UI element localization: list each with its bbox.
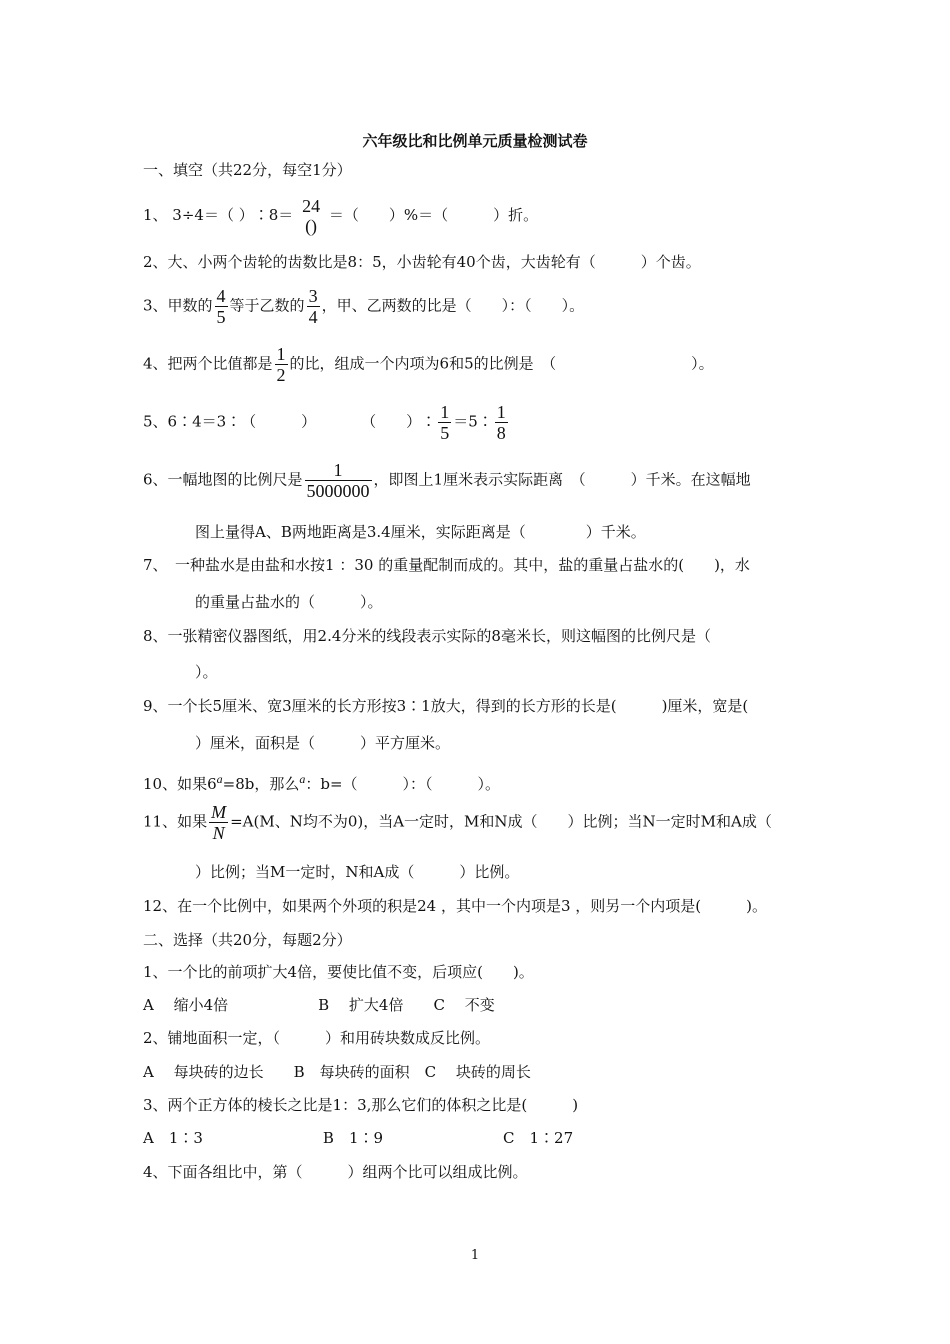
choice-question-4: 4、下面各组比中，第（ ）组两个比可以组成比例。: [143, 1163, 528, 1181]
choice-question-3-options: A 1∶3 B 1∶9 C 1∶27: [143, 1129, 574, 1147]
q1-fraction-numerator: 24: [302, 196, 321, 216]
question-12: 12、在一个比例中，如果两个外项的积是24 ，其中一个内项是3 ，则另一个内项是( )。: [143, 897, 767, 915]
q4-fraction-numerator: 1: [276, 344, 286, 364]
q10-text-b: =8b，那么: [222, 775, 300, 793]
question-8-continued: ）。: [195, 663, 218, 681]
q10-variable-a: a: [216, 772, 223, 786]
question-5: [143, 402, 510, 443]
q10-text-c: ：b=（ ）：（ ）。: [305, 775, 501, 793]
q3-fraction-1-numerator: 4: [216, 286, 226, 306]
q4-text-b: 的比，组成一个内项为6和5的比例是 （ ）。: [289, 354, 714, 373]
q3-text-a: 3、甲数的: [143, 296, 213, 315]
question-6-continued: 图上量得A、B两地距离是3.4厘米，实际距离是（ ）千米。: [195, 523, 646, 541]
q4-text-a: 4、把两个比值都是: [143, 354, 273, 373]
q6-text-b: ，即图上1厘米表示实际距离 （ ）千米。在这幅地: [373, 470, 751, 489]
question-10: [143, 769, 500, 794]
q6-fraction-denominator: 5000000: [306, 481, 370, 501]
question-11-continued: ）比例；当M一定时，N和A成（ ）比例。: [195, 863, 520, 881]
question-7: 7、 一种盐水是由盐和水按1 ：30 的重量配制而成的。其中，盐的重量占盐水的( )，水: [143, 556, 750, 574]
page-title: 六年级比和比例单元质量检测试卷: [362, 132, 588, 150]
q10-variable-a-2: a: [299, 772, 306, 786]
section-choice-heading: 二、选择（共20分，每题2分）: [143, 931, 352, 949]
q5-fraction-1-numerator: 1: [440, 402, 450, 422]
choice-question-2: 2、铺地面积一定，（ ）和用砖块数成反比例。: [143, 1029, 491, 1047]
question-4: [143, 344, 714, 385]
q5-fraction-2-denominator: 8: [496, 423, 506, 443]
q1-text-b: ＝（ ）%＝（ ）折。: [328, 206, 539, 224]
choice-question-1-options: A 缩小4倍 B 扩大4倍 C 不变: [143, 996, 495, 1014]
q6-scale-fraction: [305, 460, 372, 501]
question-1: [143, 196, 538, 236]
q3-fraction-2-numerator: 3: [308, 286, 318, 306]
question-6: [143, 460, 751, 501]
q3-fraction-2: [307, 286, 320, 327]
choice-question-3: 3、两个正方体的棱长之比是1：3,那么它们的体积之比是( ): [143, 1096, 579, 1114]
q5-fraction-2: [495, 402, 508, 443]
q6-fraction-numerator: 1: [305, 460, 372, 481]
q4-fraction: [275, 344, 288, 385]
q1-fraction: [300, 196, 322, 236]
question-9-continued: ）厘米，面积是（ ）平方厘米。: [195, 734, 451, 752]
choice-question-1: 1、一个比的前项扩大4倍，要使比值不变，后项应( )。: [143, 963, 534, 981]
q3-fraction-1: [215, 286, 228, 327]
q4-fraction-denominator: 2: [276, 365, 286, 385]
q3-text-b: 等于乙数的: [229, 296, 305, 315]
question-9: 9、一个长5厘米、宽3厘米的长方形按3∶1放大，得到的长方形的长是( )厘米，宽是(: [143, 697, 749, 715]
q5-fraction-1: [438, 402, 451, 443]
q6-text-a: 6、一幅地图的比例尺是: [143, 470, 303, 489]
q11-text-b: =A(M、N均不为0)，当A一定时，M和N成（ ）比例；当N一定时M和A成（: [230, 812, 772, 831]
question-11: [143, 802, 772, 843]
q5-fraction-1-denominator: 5: [440, 423, 450, 443]
q3-fraction-2-denominator: 4: [308, 307, 318, 327]
q5-fraction-2-numerator: 1: [496, 402, 506, 422]
q11-fraction: [209, 802, 228, 843]
q1-text-a: 1、 3÷4＝（ ）∶8＝: [143, 206, 294, 224]
question-2: 2、大、小两个齿轮的齿数比是8：5，小齿轮有40个齿，大齿轮有（ ）个齿。: [143, 253, 701, 271]
q11-text-a: 11、如果: [143, 812, 208, 831]
q1-fraction-denominator: (): [305, 216, 318, 236]
q11-fraction-denominator: N: [212, 823, 225, 843]
question-7-continued: 的重量占盐水的（ ）。: [195, 593, 383, 611]
q3-fraction-1-denominator: 5: [216, 307, 226, 327]
q5-text-a: 5、6∶4＝3∶（ ） （ ）∶: [143, 412, 437, 431]
q10-text-a: 10、如果6: [143, 775, 217, 793]
q5-text-b: ＝5∶: [453, 412, 493, 431]
question-8: 8、一张精密仪器图纸，用2.4分米的线段表示实际的8毫米长，则这幅图的比例尺是（: [143, 627, 711, 645]
page-number: 1: [470, 1248, 480, 1263]
choice-question-2-options: A 每块砖的边长 B 每块砖的面积 C 块砖的周长: [143, 1063, 531, 1081]
q11-fraction-numerator: M: [211, 802, 227, 822]
question-3: [143, 286, 584, 327]
section-fill-in-heading: 一、填空（共22分，每空1分）: [143, 161, 352, 179]
q3-text-c: ，甲、乙两数的比是（ ）：（ ）。: [321, 296, 585, 315]
